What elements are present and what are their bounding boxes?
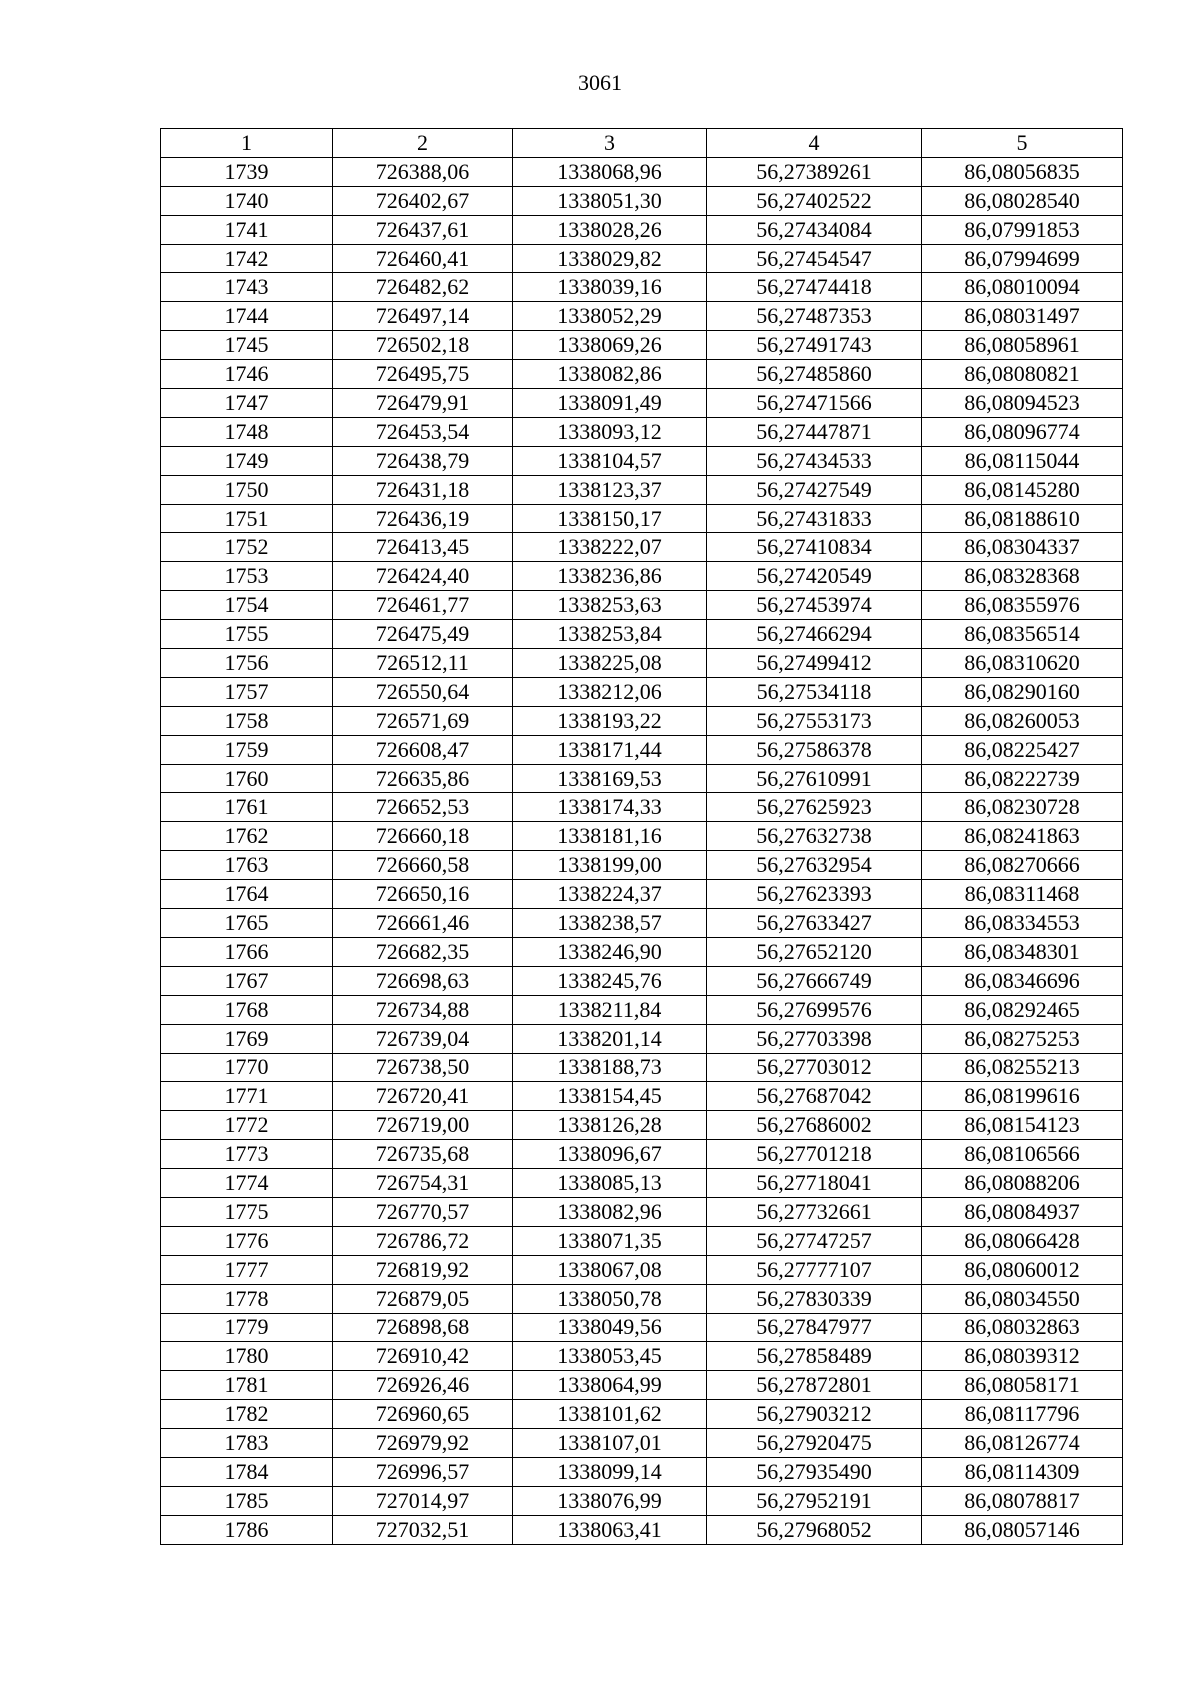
table-cell-col-2: 726960,65 [333, 1400, 513, 1429]
table-cell-col-5: 86,08094523 [922, 389, 1123, 418]
coordinates-table [160, 128, 1123, 1545]
table-cell-col-2: 727014,97 [333, 1486, 513, 1515]
table-cell-col-1: 1755 [161, 620, 333, 649]
table-row [161, 966, 1123, 995]
table-cell-col-3: 1338064,99 [513, 1371, 707, 1400]
table-cell-col-2: 726497,14 [333, 302, 513, 331]
table-cell-col-1: 1749 [161, 446, 333, 475]
table-row [161, 909, 1123, 938]
table-row [161, 186, 1123, 215]
column-header-5: 5 [922, 129, 1123, 158]
table-cell-col-2: 726413,45 [333, 533, 513, 562]
table-row [161, 995, 1123, 1024]
table-cell-col-2: 726819,92 [333, 1255, 513, 1284]
column-header-1: 1 [161, 129, 333, 158]
column-header-2: 2 [333, 129, 513, 158]
table-cell-col-3: 1338104,57 [513, 446, 707, 475]
table-cell-col-1: 1778 [161, 1284, 333, 1313]
table-cell-col-5: 86,08028540 [922, 186, 1123, 215]
table-cell-col-2: 726652,53 [333, 793, 513, 822]
table-cell-col-2: 726996,57 [333, 1457, 513, 1486]
table-row [161, 677, 1123, 706]
table-cell-col-2: 726402,67 [333, 186, 513, 215]
table-cell-col-1: 1747 [161, 389, 333, 418]
table-row [161, 706, 1123, 735]
table-cell-col-1: 1753 [161, 562, 333, 591]
table-cell-col-4: 56,27610991 [707, 764, 922, 793]
table-cell-col-5: 86,08199616 [922, 1082, 1123, 1111]
table-cell-col-1: 1770 [161, 1053, 333, 1082]
table-row [161, 360, 1123, 389]
table-cell-col-3: 1338211,84 [513, 995, 707, 1024]
table-cell-col-1: 1752 [161, 533, 333, 562]
table-cell-col-3: 1338123,37 [513, 475, 707, 504]
table-cell-col-3: 1338068,96 [513, 157, 707, 186]
table-cell-col-4: 56,27632738 [707, 822, 922, 851]
table-row [161, 793, 1123, 822]
table-row [161, 562, 1123, 591]
table-cell-col-3: 1338076,99 [513, 1486, 707, 1515]
table-cell-col-1: 1767 [161, 966, 333, 995]
table-cell-col-4: 56,27858489 [707, 1342, 922, 1371]
table-row [161, 620, 1123, 649]
table-cell-col-1: 1783 [161, 1429, 333, 1458]
table-cell-col-3: 1338063,41 [513, 1515, 707, 1544]
table-row [161, 417, 1123, 446]
table-cell-col-4: 56,27623393 [707, 880, 922, 909]
table-cell-col-1: 1774 [161, 1169, 333, 1198]
table-cell-col-2: 726453,54 [333, 417, 513, 446]
table-row [161, 244, 1123, 273]
table-cell-col-3: 1338212,06 [513, 677, 707, 706]
table-cell-col-4: 56,27453974 [707, 591, 922, 620]
table-cell-col-3: 1338099,14 [513, 1457, 707, 1486]
table-cell-col-5: 86,08056835 [922, 157, 1123, 186]
table-cell-col-3: 1338085,13 [513, 1169, 707, 1198]
table-cell-col-2: 726738,50 [333, 1053, 513, 1082]
table-cell-col-3: 1338028,26 [513, 215, 707, 244]
table-cell-col-1: 1739 [161, 157, 333, 186]
table-cell-col-1: 1746 [161, 360, 333, 389]
table-cell-col-5: 86,08084937 [922, 1197, 1123, 1226]
table-cell-col-1: 1784 [161, 1457, 333, 1486]
table-cell-col-1: 1760 [161, 764, 333, 793]
table-row [161, 1197, 1123, 1226]
table-cell-col-4: 56,27703012 [707, 1053, 922, 1082]
table-cell-col-1: 1775 [161, 1197, 333, 1226]
table-cell-col-2: 726979,92 [333, 1429, 513, 1458]
table-row [161, 851, 1123, 880]
table-cell-col-4: 56,27485860 [707, 360, 922, 389]
table-cell-col-5: 86,08080821 [922, 360, 1123, 389]
table-row [161, 1024, 1123, 1053]
table-cell-col-3: 1338193,22 [513, 706, 707, 735]
table-cell-col-5: 86,08154123 [922, 1111, 1123, 1140]
table-row [161, 1053, 1123, 1082]
table-cell-col-4: 56,27920475 [707, 1429, 922, 1458]
table-cell-col-4: 56,27703398 [707, 1024, 922, 1053]
table-cell-col-4: 56,27872801 [707, 1371, 922, 1400]
table-cell-col-5: 86,08304337 [922, 533, 1123, 562]
table-cell-col-4: 56,27466294 [707, 620, 922, 649]
table-row [161, 1457, 1123, 1486]
table-row [161, 1255, 1123, 1284]
table-cell-col-5: 86,08310620 [922, 649, 1123, 678]
table-row [161, 475, 1123, 504]
table-cell-col-3: 1338236,86 [513, 562, 707, 591]
table-cell-col-5: 86,08225427 [922, 735, 1123, 764]
table-cell-col-3: 1338126,28 [513, 1111, 707, 1140]
table-cell-col-3: 1338101,62 [513, 1400, 707, 1429]
table-cell-col-1: 1771 [161, 1082, 333, 1111]
table-cell-col-3: 1338082,96 [513, 1197, 707, 1226]
table-cell-col-3: 1338052,29 [513, 302, 707, 331]
table-cell-col-2: 726512,11 [333, 649, 513, 678]
table-row [161, 273, 1123, 302]
table-row [161, 1515, 1123, 1544]
table-cell-col-1: 1759 [161, 735, 333, 764]
table-row [161, 1169, 1123, 1198]
table-cell-col-1: 1742 [161, 244, 333, 273]
table-cell-col-3: 1338171,44 [513, 735, 707, 764]
table-row [161, 880, 1123, 909]
table-cell-col-3: 1338225,08 [513, 649, 707, 678]
table-cell-col-1: 1781 [161, 1371, 333, 1400]
table-cell-col-2: 726475,49 [333, 620, 513, 649]
table-cell-col-3: 1338246,90 [513, 937, 707, 966]
table-cell-col-3: 1338029,82 [513, 244, 707, 273]
table-cell-col-5: 86,08356514 [922, 620, 1123, 649]
table-cell-col-1: 1748 [161, 417, 333, 446]
table-cell-col-2: 726910,42 [333, 1342, 513, 1371]
table-cell-col-5: 86,08346696 [922, 966, 1123, 995]
table-cell-col-4: 56,27830339 [707, 1284, 922, 1313]
table-cell-col-5: 86,08117796 [922, 1400, 1123, 1429]
table-cell-col-1: 1751 [161, 504, 333, 533]
table-cell-col-4: 56,27632954 [707, 851, 922, 880]
table-cell-col-1: 1762 [161, 822, 333, 851]
table-cell-col-2: 726460,41 [333, 244, 513, 273]
table-cell-col-5: 86,07991853 [922, 215, 1123, 244]
table-cell-col-1: 1743 [161, 273, 333, 302]
table-cell-col-4: 56,27491743 [707, 331, 922, 360]
table-cell-col-1: 1786 [161, 1515, 333, 1544]
table-cell-col-1: 1763 [161, 851, 333, 880]
table-cell-col-4: 56,27699576 [707, 995, 922, 1024]
table-cell-col-1: 1761 [161, 793, 333, 822]
table-cell-col-2: 726660,18 [333, 822, 513, 851]
table-cell-col-2: 726388,06 [333, 157, 513, 186]
table-cell-col-2: 726502,18 [333, 331, 513, 360]
table-cell-col-5: 86,08115044 [922, 446, 1123, 475]
table-row [161, 157, 1123, 186]
table-cell-col-2: 726482,62 [333, 273, 513, 302]
table-row [161, 649, 1123, 678]
table-row [161, 1486, 1123, 1515]
table-cell-col-4: 56,27732661 [707, 1197, 922, 1226]
table-row [161, 937, 1123, 966]
table-cell-col-4: 56,27666749 [707, 966, 922, 995]
table-cell-col-2: 726437,61 [333, 215, 513, 244]
table-cell-col-5: 86,07994699 [922, 244, 1123, 273]
table-row [161, 1371, 1123, 1400]
table-cell-col-3: 1338150,17 [513, 504, 707, 533]
table-cell-col-3: 1338245,76 [513, 966, 707, 995]
table-cell-col-2: 726698,63 [333, 966, 513, 995]
table-cell-col-3: 1338067,08 [513, 1255, 707, 1284]
table-cell-col-3: 1338051,30 [513, 186, 707, 215]
table-cell-col-5: 86,08230728 [922, 793, 1123, 822]
table-cell-col-2: 726438,79 [333, 446, 513, 475]
table-cell-col-5: 86,08039312 [922, 1342, 1123, 1371]
table-cell-col-1: 1773 [161, 1140, 333, 1169]
table-cell-col-4: 56,27471566 [707, 389, 922, 418]
table-cell-col-1: 1740 [161, 186, 333, 215]
table-row [161, 764, 1123, 793]
table-cell-col-4: 56,27402522 [707, 186, 922, 215]
table-cell-col-4: 56,27474418 [707, 273, 922, 302]
table-cell-col-1: 1754 [161, 591, 333, 620]
table-cell-col-5: 86,08275253 [922, 1024, 1123, 1053]
table-cell-col-5: 86,08032863 [922, 1313, 1123, 1342]
table-cell-col-2: 727032,51 [333, 1515, 513, 1544]
table-row [161, 1226, 1123, 1255]
table-cell-col-5: 86,08057146 [922, 1515, 1123, 1544]
table-cell-col-4: 56,27586378 [707, 735, 922, 764]
table-cell-col-1: 1744 [161, 302, 333, 331]
table-cell-col-1: 1768 [161, 995, 333, 1024]
table-cell-col-2: 726571,69 [333, 706, 513, 735]
table-cell-col-1: 1764 [161, 880, 333, 909]
table-cell-col-3: 1338169,53 [513, 764, 707, 793]
table-cell-col-2: 726786,72 [333, 1226, 513, 1255]
table-cell-col-5: 86,08114309 [922, 1457, 1123, 1486]
table-cell-col-4: 56,27777107 [707, 1255, 922, 1284]
table-cell-col-4: 56,27686002 [707, 1111, 922, 1140]
table-cell-col-4: 56,27935490 [707, 1457, 922, 1486]
table-cell-col-2: 726424,40 [333, 562, 513, 591]
table-row [161, 446, 1123, 475]
table-row [161, 1429, 1123, 1458]
table-cell-col-2: 726436,19 [333, 504, 513, 533]
table-body [161, 157, 1123, 1544]
table-cell-col-5: 86,08096774 [922, 417, 1123, 446]
table-row [161, 302, 1123, 331]
table-cell-col-4: 56,27553173 [707, 706, 922, 735]
table-cell-col-3: 1338082,86 [513, 360, 707, 389]
table-cell-col-2: 726608,47 [333, 735, 513, 764]
table-row [161, 1140, 1123, 1169]
table-cell-col-5: 86,08290160 [922, 677, 1123, 706]
table-cell-col-5: 86,08031497 [922, 302, 1123, 331]
table-cell-col-3: 1338091,49 [513, 389, 707, 418]
column-header-4: 4 [707, 129, 922, 158]
table-cell-col-4: 56,27847977 [707, 1313, 922, 1342]
table-cell-col-4: 56,27701218 [707, 1140, 922, 1169]
table-cell-col-3: 1338039,16 [513, 273, 707, 302]
table-cell-col-2: 726550,64 [333, 677, 513, 706]
table-cell-col-5: 86,08255213 [922, 1053, 1123, 1082]
table-cell-col-2: 726650,16 [333, 880, 513, 909]
table-cell-col-3: 1338096,67 [513, 1140, 707, 1169]
table-cell-col-3: 1338071,35 [513, 1226, 707, 1255]
table-row [161, 1284, 1123, 1313]
table-row [161, 1082, 1123, 1111]
table-cell-col-5: 86,08058171 [922, 1371, 1123, 1400]
table-row [161, 1342, 1123, 1371]
table-row [161, 1313, 1123, 1342]
table-cell-col-3: 1338107,01 [513, 1429, 707, 1458]
table-cell-col-1: 1758 [161, 706, 333, 735]
table-cell-col-2: 726635,86 [333, 764, 513, 793]
table-cell-col-4: 56,27952191 [707, 1486, 922, 1515]
table-row [161, 735, 1123, 764]
table-cell-col-5: 86,08270666 [922, 851, 1123, 880]
table-cell-col-3: 1338188,73 [513, 1053, 707, 1082]
table-cell-col-1: 1772 [161, 1111, 333, 1140]
table-cell-col-2: 726661,46 [333, 909, 513, 938]
table-cell-col-3: 1338253,84 [513, 620, 707, 649]
table-cell-col-5: 86,08034550 [922, 1284, 1123, 1313]
table-cell-col-2: 726431,18 [333, 475, 513, 504]
table-cell-col-3: 1338049,56 [513, 1313, 707, 1342]
table-cell-col-4: 56,27747257 [707, 1226, 922, 1255]
table-cell-col-5: 86,08292465 [922, 995, 1123, 1024]
table-cell-col-3: 1338154,45 [513, 1082, 707, 1111]
table-cell-col-5: 86,08328368 [922, 562, 1123, 591]
table-cell-col-4: 56,27652120 [707, 937, 922, 966]
table-cell-col-2: 726879,05 [333, 1284, 513, 1313]
table-row [161, 389, 1123, 418]
table-cell-col-5: 86,08145280 [922, 475, 1123, 504]
table-cell-col-5: 86,08088206 [922, 1169, 1123, 1198]
column-header-3: 3 [513, 129, 707, 158]
table-cell-col-4: 56,27420549 [707, 562, 922, 591]
table-cell-col-2: 726720,41 [333, 1082, 513, 1111]
table-cell-col-1: 1779 [161, 1313, 333, 1342]
table-cell-col-3: 1338201,14 [513, 1024, 707, 1053]
table-cell-col-4: 56,27625923 [707, 793, 922, 822]
table-cell-col-4: 56,27389261 [707, 157, 922, 186]
table-cell-col-1: 1769 [161, 1024, 333, 1053]
table-cell-col-3: 1338199,00 [513, 851, 707, 880]
table-cell-col-5: 86,08126774 [922, 1429, 1123, 1458]
table-cell-col-1: 1765 [161, 909, 333, 938]
table-cell-col-5: 86,08241863 [922, 822, 1123, 851]
table-cell-col-2: 726495,75 [333, 360, 513, 389]
table-cell-col-2: 726739,04 [333, 1024, 513, 1053]
table-header [161, 129, 1123, 158]
table-cell-col-4: 56,27903212 [707, 1400, 922, 1429]
table-cell-col-1: 1766 [161, 937, 333, 966]
table-cell-col-5: 86,08222739 [922, 764, 1123, 793]
table-cell-col-2: 726660,58 [333, 851, 513, 880]
table-row [161, 822, 1123, 851]
table-cell-col-4: 56,27534118 [707, 677, 922, 706]
table-cell-col-4: 56,27499412 [707, 649, 922, 678]
table-row [161, 504, 1123, 533]
table-cell-col-2: 726754,31 [333, 1169, 513, 1198]
table-cell-col-4: 56,27454547 [707, 244, 922, 273]
table-row [161, 1111, 1123, 1140]
table-cell-col-2: 726898,68 [333, 1313, 513, 1342]
table-cell-col-4: 56,27431833 [707, 504, 922, 533]
table-row [161, 331, 1123, 360]
table-cell-col-3: 1338174,33 [513, 793, 707, 822]
table-cell-col-5: 86,08188610 [922, 504, 1123, 533]
table-cell-col-4: 56,27487353 [707, 302, 922, 331]
table-cell-col-5: 86,08060012 [922, 1255, 1123, 1284]
table-cell-col-5: 86,08311468 [922, 880, 1123, 909]
table-cell-col-4: 56,27633427 [707, 909, 922, 938]
table-cell-col-5: 86,08058961 [922, 331, 1123, 360]
table-cell-col-1: 1756 [161, 649, 333, 678]
table-cell-col-3: 1338253,63 [513, 591, 707, 620]
table-cell-col-5: 86,08355976 [922, 591, 1123, 620]
table-row [161, 1400, 1123, 1429]
table-cell-col-3: 1338238,57 [513, 909, 707, 938]
table-cell-col-4: 56,27434533 [707, 446, 922, 475]
table-cell-col-2: 726461,77 [333, 591, 513, 620]
table-cell-col-1: 1776 [161, 1226, 333, 1255]
table-row [161, 591, 1123, 620]
table-cell-col-3: 1338050,78 [513, 1284, 707, 1313]
table-cell-col-1: 1782 [161, 1400, 333, 1429]
table-cell-col-2: 726479,91 [333, 389, 513, 418]
table-cell-col-1: 1785 [161, 1486, 333, 1515]
table-cell-col-2: 726719,00 [333, 1111, 513, 1140]
table-cell-col-2: 726734,88 [333, 995, 513, 1024]
table-cell-col-4: 56,27434084 [707, 215, 922, 244]
table-cell-col-3: 1338053,45 [513, 1342, 707, 1371]
table-cell-col-4: 56,27410834 [707, 533, 922, 562]
page-number: 3061 [578, 70, 622, 95]
table-cell-col-1: 1780 [161, 1342, 333, 1371]
table-cell-col-5: 86,08066428 [922, 1226, 1123, 1255]
table-row [161, 533, 1123, 562]
table-cell-col-1: 1750 [161, 475, 333, 504]
table-row [161, 215, 1123, 244]
table-cell-col-3: 1338093,12 [513, 417, 707, 446]
table-cell-col-1: 1745 [161, 331, 333, 360]
table-cell-col-2: 726735,68 [333, 1140, 513, 1169]
table-cell-col-2: 726926,46 [333, 1371, 513, 1400]
table-cell-col-2: 726682,35 [333, 937, 513, 966]
table-cell-col-4: 56,27968052 [707, 1515, 922, 1544]
table-cell-col-3: 1338224,37 [513, 880, 707, 909]
table-cell-col-5: 86,08010094 [922, 273, 1123, 302]
table-cell-col-5: 86,08260053 [922, 706, 1123, 735]
table-cell-col-5: 86,08334553 [922, 909, 1123, 938]
table-cell-col-4: 56,27718041 [707, 1169, 922, 1198]
table-cell-col-1: 1741 [161, 215, 333, 244]
table-cell-col-5: 86,08106566 [922, 1140, 1123, 1169]
table-cell-col-1: 1757 [161, 677, 333, 706]
table-cell-col-3: 1338181,16 [513, 822, 707, 851]
table-cell-col-4: 56,27687042 [707, 1082, 922, 1111]
table-cell-col-2: 726770,57 [333, 1197, 513, 1226]
table-cell-col-4: 56,27447871 [707, 417, 922, 446]
header-row [161, 129, 1123, 158]
table-cell-col-3: 1338069,26 [513, 331, 707, 360]
table-cell-col-3: 1338222,07 [513, 533, 707, 562]
table-cell-col-5: 86,08078817 [922, 1486, 1123, 1515]
table-cell-col-5: 86,08348301 [922, 937, 1123, 966]
table-cell-col-1: 1777 [161, 1255, 333, 1284]
table-cell-col-4: 56,27427549 [707, 475, 922, 504]
